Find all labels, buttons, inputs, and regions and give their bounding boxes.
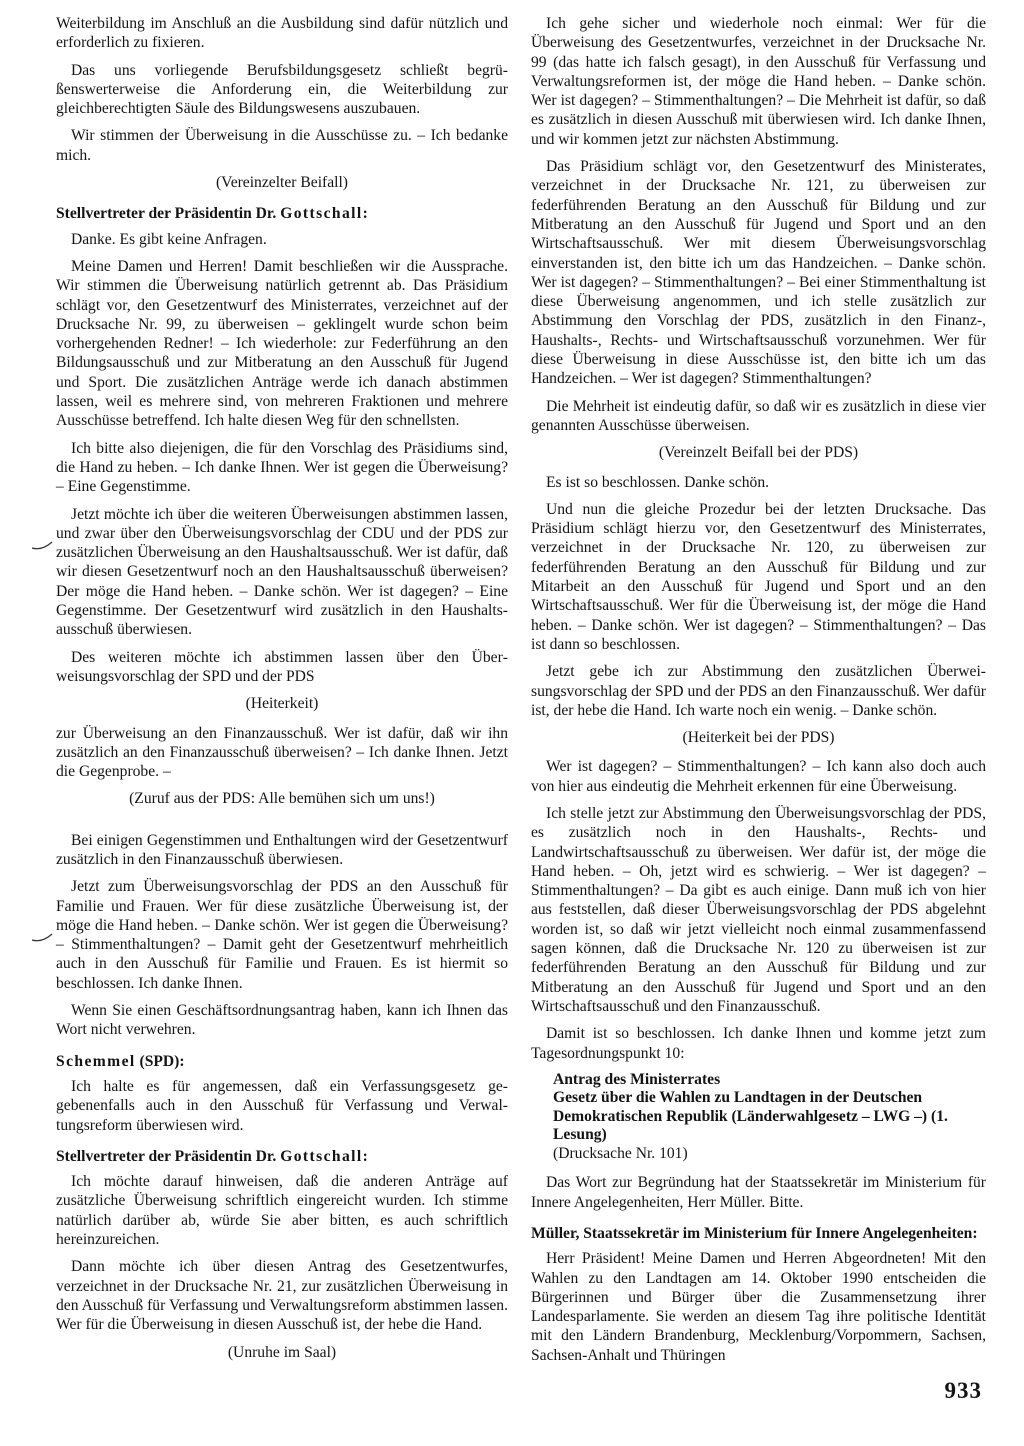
paragraph: Herr Präsident! Meine Damen und Herren Abgeordneten! Mit den Wahlen zu den Landtagen am 14. Oktober 1990 entscheiden die Bürgerinnen und Bürger über die Zusammensetzung ihrer Landesparlamente. Sie werden an diesem Tag ihre politische Identität mit den Ländern Brandenburg, Mecklenburg/Vorpommern, Sachsen, Sachsen-Anhalt und Thüringen bbox=[531, 1250, 986, 1364]
speaker-title: Stellvertreter der Präsidentin Dr. bbox=[56, 1147, 281, 1165]
paragraph: Es ist so beschlossen. Danke schön. bbox=[546, 473, 770, 491]
paragraph: zur Überweisung an den Finanzausschuß. Wer ist dafür, daß wir ihn zusätzlich an den Finanzausschuß überweisen? – Ich danke Ihnen. Jetzt die Gegenprobe. – bbox=[56, 724, 508, 781]
stage-direction: (Vereinzelt Beifall bei der PDS) bbox=[658, 444, 859, 462]
speaker-name: Gottschall: bbox=[280, 1147, 370, 1165]
paragraph: Das Präsidium schlägt vor, den Gesetzentwurf des Ministerates, verzeichnet in der Drucksache Nr. 121, zu überweisen zur federführenden Beratung an den Ausschuß für Bildung und zur Mitberatung an den Ausschuß für Jugend und Sport und an den Wirtschaftsausschuß. Wer mit diesem Überweisungsvorschlag einverstanden ist, den bitte ich um das Handzeichen. – Danke schön. Wer ist dagegen? – Stimmenthaltungen? – Bei einer Stimmenthaltung ist diese Überweisung angenommen, und ich stelle zusätzlich zur Abstimmung den Vorschlag der PDS, zusätzlich in den Finanz-, Haushalts-, Rechts- und Wirtschaftsausschuß vorzunehmen. Wer für diese Überweisung in diese Ausschüsse ist, den bitte ich um das Handzeichen. – Wer ist dagegen? Stimmenthaltungen? bbox=[531, 158, 986, 388]
paragraph: Das Wort zur Begründung hat der Staatssekretär im Ministerium für Innere Angelegenheiten, Herr Müller. Bitte. bbox=[531, 1174, 986, 1211]
paragraph: Ich bitte also diejenigen, die für den Vorschlag des Präsidiums sind, die Hand zu heben. – Ich danke Ihnen. Wer ist gegen die Überweisung? – Eine Gegenstimme. bbox=[56, 439, 508, 496]
right-column bbox=[531, 14, 986, 1373]
paragraph: Bei einigen Gegenstimmen und Enthaltungen wird der Gesetzentwurf zusätzlich in den Finanzausschuß überwiesen. bbox=[56, 831, 508, 868]
paragraph: Weiterbildung im Anschluß an die Ausbildung sind dafür nützlich und erforderlich zu fixieren. bbox=[56, 15, 508, 52]
speaker-heading bbox=[56, 204, 508, 223]
paragraph: Des weiteren möchte ich abstimmen lassen über den Überweisungsvorschlag der SPD und der PDS bbox=[56, 648, 508, 685]
agenda-line: Antrag des Ministerrates bbox=[553, 1070, 721, 1088]
stage-direction: (Zuruf aus der PDS: Alle bemühen sich um uns!) bbox=[129, 790, 435, 808]
paragraph: Wenn Sie einen Geschäftsordnungsantrag haben, kann ich Ihnen das Wort nicht verwehren. bbox=[56, 1002, 508, 1039]
left-column bbox=[56, 14, 508, 1372]
paragraph: Ich möchte darauf hinweisen, daß die anderen Anträge auf zusätzliche Überweisung schriftlich eingereicht wurden. Ich stimme natürlich darüber ab, würde Sie aber bitten, es auch schriftlich hereinzureichen. bbox=[56, 1173, 508, 1249]
paragraph: Und nun die gleiche Prozedur bei der letzten Drucksache. Das Präsidium schlägt hierzu vor, den Gesetzentwurf des Ministerrates, verzeichnet in der Drucksache Nr. 120, zu überweisen zur federführenden Beratung an den Ausschuß für Bildung und zur Mitarbeit an den Ausschuß für Jugend und Sport und an den Wirtschaftsausschuß. Wer für die Überweisung ist, der möge die Hand heben. – Danke schön. Wer ist dagegen? – Stimmenthaltungen? – Das ist dann so beschlossen. bbox=[531, 500, 986, 653]
paragraph: Wer ist dagegen? – Stimmenthaltungen? – Ich kann also doch auch von hier aus eindeutig die Mehrheit erkennen für eine Überweisung. bbox=[531, 758, 986, 795]
paragraph: Jetzt gebe ich zur Abstimmung den zusätzlichen Überweisungsvorschlag der SPD und der PDS an den Finanzausschuß. Wer dafür ist, der hebe die Hand. Ich warte noch ein wenig. – Danke schön. bbox=[531, 663, 986, 719]
speaker-party: (SPD): bbox=[135, 1052, 185, 1070]
paragraph: Danke. Es gibt keine Anfragen. bbox=[71, 230, 267, 248]
agenda-item bbox=[553, 1071, 986, 1164]
speaker-name: Gottschall: bbox=[280, 205, 370, 223]
stage-direction: (Heiterkeit bei der PDS) bbox=[682, 729, 835, 747]
paragraph: Das uns vorliegende Berufsbildungsgesetz schließt begrüßenswerterweise die Anforderung ein, die Weiterbildung zur gleichberechtigten Säule des Bildungswesens auszubauen. bbox=[56, 61, 508, 118]
paragraph: Ich halte es für angemessen, daß ein Verfassungsgesetz gegebenenfalls auch in den Ausschuß für Verfassung und Verwaltungsreform überwiesen wird. bbox=[56, 1077, 508, 1134]
paragraph: Jetzt möchte ich über die weiteren Überweisungen abstimmen lassen, und zwar über den Überweisungsvorschlag der CDU und der PDS zur zusätzlichen Überweisung an den Haushaltsausschuß. Wer ist dafür, daß wir diesen Gesetzentwurf noch an den Haushaltsausschuß überweisen? Der möge die Hand heben. – Danke schön. Wer ist dagegen? – Eine Gegenstimme. Der Gesetzentwurf wird zusätzlich in den Haushaltsausschuß überwiesen. bbox=[56, 505, 508, 639]
stage-direction: (Unruhe im Saal) bbox=[227, 1343, 337, 1361]
paragraph: Die Mehrheit ist eindeutig dafür, so daß wir es zusätzlich in diese vier genannten Ausschüsse überweisen. bbox=[531, 397, 986, 434]
stage-direction: (Vereinzelter Beifall) bbox=[215, 174, 349, 192]
speaker-heading bbox=[56, 1147, 508, 1166]
speaker-heading: Müller, Staatssekretär im Ministerium für Innere Angelegenheiten: bbox=[531, 1224, 978, 1242]
paragraph: Dann möchte ich über diesen Antrag des Gesetzentwurfes, verzeichnet in der Drucksache Nr. 21, zur zusätzlichen Überweisung in den Ausschuß für Verfassung und Verwaltungsreform abstimmen lassen. Wer für die Überweisung in diesen Ausschuß ist, der hebe die Hand. bbox=[56, 1258, 508, 1334]
margin-mark bbox=[30, 930, 54, 944]
stage-direction: (Heiterkeit) bbox=[245, 695, 319, 713]
paragraph: Ich gehe sicher und wiederhole noch einmal: Wer für die Überweisung des Gesetzentwurfes, verzeichnet in der Drucksache Nr. 99 (das hatte ich falsch gesagt), in den Ausschuß für Verfassung und Verwaltungsreformen ist, der möge die Hand heben. – Danke schön. Wer ist dagegen? – Stimmenthaltungen? – Die Mehrheit ist dafür, so daß es zusätzlich in diesen Ausschuß mit überwiesen wird. Ich danke Ihnen, und wir kommen jetzt zur nächsten Abstimmung. bbox=[531, 15, 986, 148]
speaker-heading bbox=[56, 1052, 508, 1071]
paragraph: Meine Damen und Herren! Damit beschließen wir die Aussprache. Wir stimmen die Überweisung natürlich getrennt ab. Das Präsidium schlägt vor, den Gesetzentwurf des Ministerrates, verzeichnet auf der Drucksache Nr. 99, zu überweisen – geklingelt wurde schon beim vorhergehenden Redner! – Ich wiederhole: zur Federführung an den Bildungsausschuß und zur Mitberatung an den Ausschuß für Jugend und Sport. Die zusätzlichen Anträge werde ich danach abstimmen lassen, weil es mehrere sind, von mehreren Fraktionen und mehrere Ausschüsse betreffend. Ich halte diesen Weg für den schnellsten. bbox=[56, 257, 508, 430]
agenda-reference: (Drucksache Nr. 101) bbox=[553, 1144, 688, 1162]
paragraph: Wir stimmen der Überweisung in die Ausschüsse zu. – Ich bedanke mich. bbox=[56, 127, 508, 164]
speaker-title: Stellvertreter der Präsidentin Dr. bbox=[56, 205, 281, 223]
margin-mark bbox=[30, 538, 54, 552]
paragraph: Ich stelle jetzt zur Abstimmung den Überweisungsvorschlag der PDS, es zusätzlich noch in den Haushalts-, Rechts- und Landwirtschaftsausschuß zu überweisen. Wer dafür ist, der möge die Hand heben. – Oh, jetzt wird es schwierig. – Wer ist dagegen? – Stimmenthaltungen? – Da gibt es auch einige. Dann muß ich von hier aus feststellen, daß dieser Überweisungsvorschlag der PDS abgelehnt worden ist, so daß wir jetzt vielleicht noch einmal zusammenfassend sagen können, daß die Drucksache Nr. 120 zu überweisen ist zur federführenden Beratung an den Ausschuß für Bildung und zur Mitberatung an den Ausschuß für Jugend und Sport und an den Wirtschaftsausschuß und den Finanzausschuß. bbox=[531, 804, 986, 1015]
paragraph: Damit ist so beschlossen. Ich danke Ihnen und komme jetzt zum Tagesordnungspunkt 10: bbox=[531, 1025, 986, 1062]
paragraph: Jetzt zum Überweisungsvorschlag der PDS an den Ausschuß für Familie und Frauen. Wer für diese zusätzliche Überweisung ist, der möge die Hand heben. – Danke schön. Wer ist gegen die Überweisung? – Stimmenthaltungen? – Damit geht der Gesetzentwurf mehrheitlich auch in den Ausschuß für Familie und Frauen. Es ist hiermit so beschlossen. Ich danke Ihnen. bbox=[56, 878, 508, 992]
agenda-title: Gesetz über die Wahlen zu Landtagen in der Deutschen Demokratischen Republik (Länderwahlgesetz – LWG –) (1. Lesung) bbox=[553, 1089, 948, 1144]
speaker-name: Schemmel bbox=[56, 1052, 136, 1070]
page-number: 933 bbox=[944, 1378, 982, 1403]
